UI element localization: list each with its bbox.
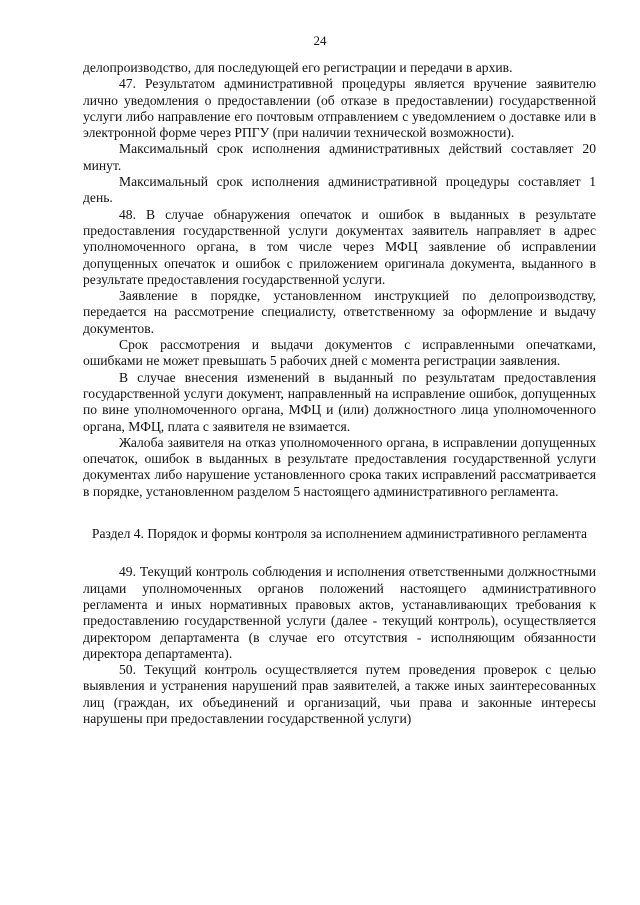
paragraph-no-fee: В случае внесения изменений в выданный по результатам предоставления государственной услуги документ, направленный на исправление ошибок, допущенных по вине уполномоченного органа, МФЦ и (или) должностного лица уполномоченного органа, МФЦ, плата с заявителя не взимается. <box>83 369 596 434</box>
paragraph-complaint: Жалоба заявителя на отказ уполномоченного органа, в исправлении допущенных опечаток, ошибок в выданных в результате предоставления государственной услуги документах либо нарушение установленного срока таких исправлений рассматривается в порядке, установленном разделом 5 настоящего административного регламента. <box>83 434 596 499</box>
page-number: 24 <box>313 33 327 48</box>
paragraph-48: 48. В случае обнаружения опечаток и ошибок в выданных в результате предоставления государственной услуги документах заявитель направляет в адрес уполномоченного органа, в том числе через МФЦ заявление об исправлении допущенных опечаток и ошибок с приложением оригинала документа, выданного в результате предоставления государственной услуги. <box>83 206 596 287</box>
paragraph-max-time-actions: Максимальный срок исполнения административных действий составляет 20 минут. <box>83 141 596 173</box>
paragraph-max-time-procedure: Максимальный срок исполнения административной процедуры составляет 1 день. <box>83 174 596 206</box>
paragraph-47: 47. Результатом административной процедуры является вручение заявителю лично уведомления о предоставлении (об отказе в предоставлении) государственной услуги либо направление его почтовым отправлением с уведомлением о доставке или в электронной форме через РПГУ (при наличии технической возможности). <box>83 76 596 141</box>
paragraph-continuation: делопроизводство, для последующей его регистрации и передачи в архив. <box>83 60 513 75</box>
section-4-title: Раздел 4. Порядок и формы контроля за исполнением административного регламента <box>91 526 588 542</box>
paragraph-review-term: Срок рассмотрения и выдачи документов с исправленными опечатками, ошибками не может превышать 5 рабочих дней с момента регистрации заявления. <box>83 337 596 369</box>
document-body <box>83 60 596 727</box>
paragraph-49: 49. Текущий контроль соблюдения и исполнения ответственными должностными лицами уполномоченных органов положений настоящего административного регламента и иных нормативных правовых актов, устанавливающих требования к предоставлению государственной услуги (далее - текущий контроль), осуществляется директором департамента (в случае его отсутствия - исполняющим обязанности директора департамента). <box>83 564 596 661</box>
paragraph-50: 50. Текущий контроль осуществляется путем проведения проверок с целью выявления и устранения нарушений прав заявителей, а также иных заинтересованных лиц (граждан, их объединений и организаций, чьи права и законные интересы нарушены при предоставлении государственной услуги) <box>83 662 596 726</box>
paragraph-application-order: Заявление в порядке, установленном инструкцией по делопроизводству, передается на рассмотрение специалисту, ответственному за оформление и выдачу документов. <box>83 288 596 336</box>
